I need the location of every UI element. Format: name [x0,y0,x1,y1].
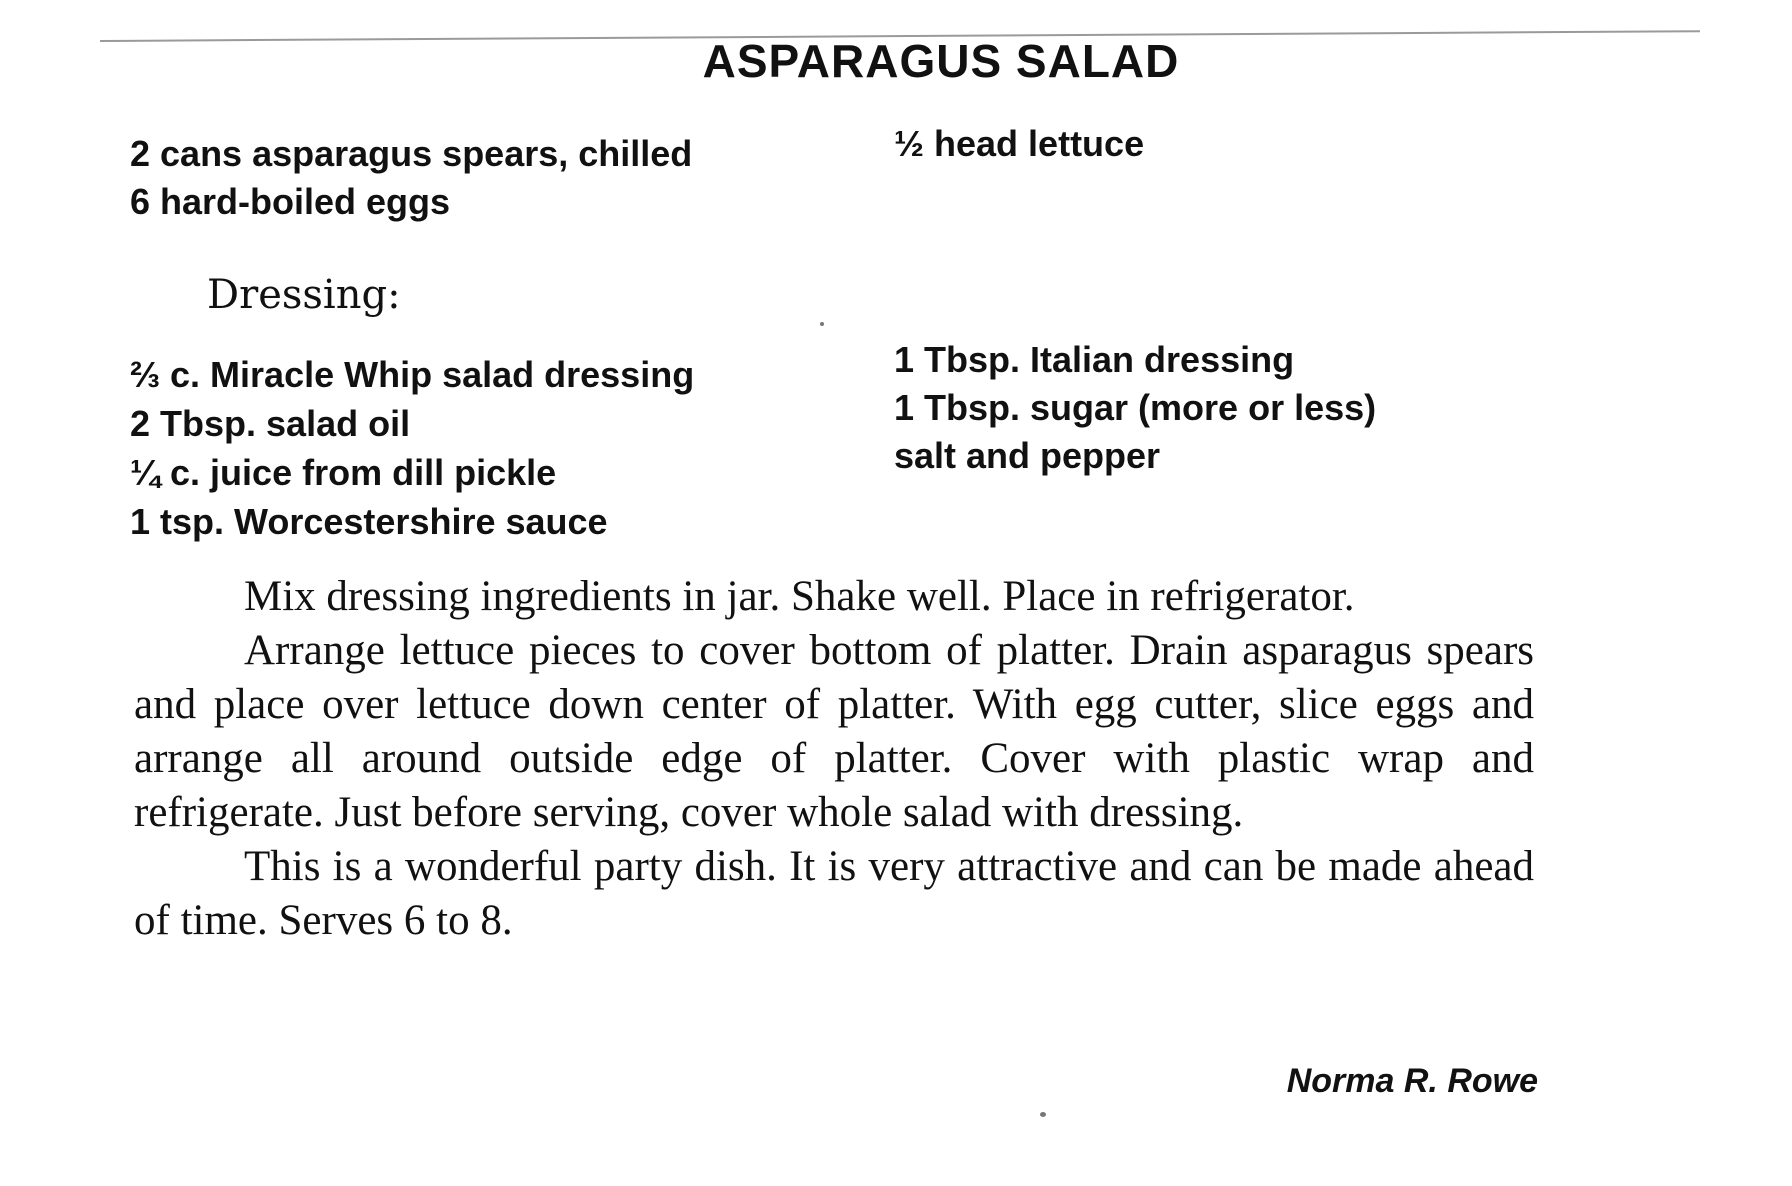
dressing-list-left [130,350,694,546]
dressing-item: 2 Tbsp. salad oil [130,403,411,444]
dressing-item: ⅔ c. Miracle Whip salad dressing [130,354,695,395]
dressing-item: ¼ c. juice from dill pickle [130,452,557,493]
print-speck [820,322,824,326]
dressing-item: 1 tsp. Worcestershire sauce [130,501,608,542]
instruction-paragraph: This is a wonderful party dish. It is very attractive and can be made ahead of time. Serves 6 to 8. [134,843,1534,944]
recipe-title: ASPARAGUS SALAD [702,35,1180,87]
dressing-item: 1 Tbsp. sugar (more or less) [894,387,1377,428]
print-speck [1040,1112,1046,1117]
dressing-heading: Dressing: [207,272,401,318]
dressing-list-right [894,336,1376,480]
ingredient-item: 2 cans asparagus spears, chilled [130,133,693,174]
ingredient-item: ½ head lettuce [894,123,1145,164]
ingredient-item: 6 hard-boiled eggs [130,181,451,222]
instruction-paragraph: Arrange lettuce pieces to cover bottom of platter. Drain asparagus spears and place over lettuce down center of platter. With egg cutter, slice eggs and arrange all around outside edge of platter. Cover with plastic wrap and refrigerate. Just before serving, cover whole salad with dressing. [134,627,1534,836]
instructions [134,570,1534,948]
dressing-item: 1 Tbsp. Italian dressing [894,339,1295,380]
dressing-item: salt and pepper [894,435,1161,476]
author-signature: Norma R. Rowe [1286,1062,1538,1100]
ingredients-list-left [130,130,692,226]
ingredients-list-right [894,120,1144,168]
instruction-paragraph: Mix dressing ingredients in jar. Shake well. Place in refrigerator. [244,573,1355,620]
